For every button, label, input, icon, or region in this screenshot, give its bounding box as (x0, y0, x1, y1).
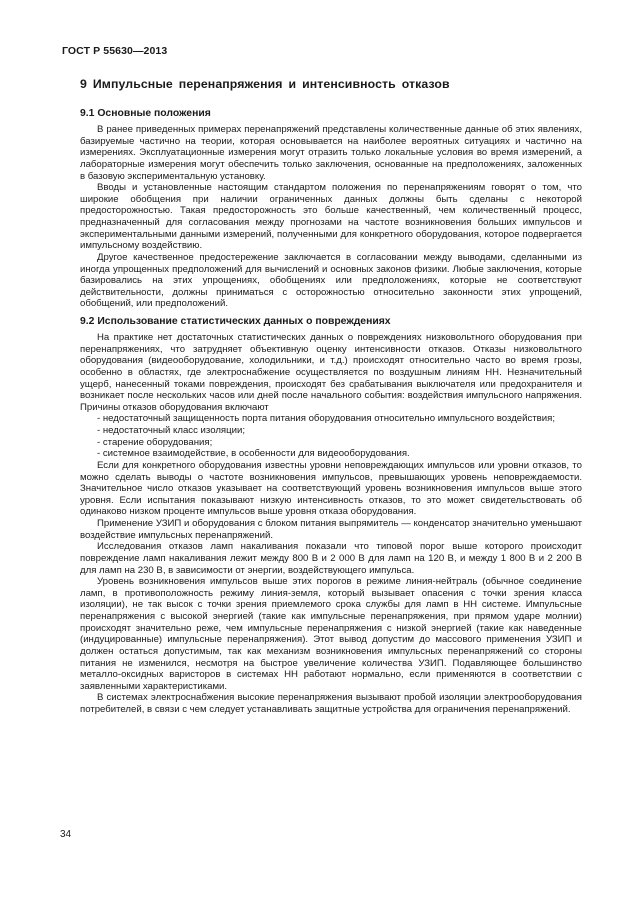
paragraph: В ранее приведенных примерах перенапряжений представлены количественные данные об этих явлениях, базируемые частично на теории, которая основывается на наиболее вероятных ситуациях и частично на измерениях. Эксплуатационные измерения могут отразить только локальные условия во время измерений, а лабораторные измерения могут обеспечить только заключения, основанные на предположениях, заложенных в базовую экспериментальную установку. (80, 124, 582, 182)
subsection-title-9-1: 9.1 Основные положения (80, 108, 211, 119)
paragraph: Применение УЗИП и оборудования с блоком питания выпрямитель — конденсатор значительно уменьшают воздействие импульсных перенапряжений. (80, 518, 582, 541)
paragraph: Если для конкретного оборудования известны уровни неповреждающих импульсов или уровни отказов, то можно сделать выводы о частоте возникновения импульсов, превышающих уровень неповреждаемости. Значительное число отказов указывает на соответствующий уровень возникновения импульсов выше этого уровня. Если испытания показывают низкую интенсивность отказов, то это может свидетельствовать об одинаково низком проценте импульсов выше уровня отказа оборудования. (80, 459, 582, 518)
section-title: 9 Импульсные перенапряжения и интенсивность отказов (80, 77, 450, 91)
list-item: - старение оборудования; (97, 436, 213, 448)
paragraph: На практике нет достаточных статистических данных о повреждениях низковольтного оборудования при перенапряжениях, что затрудняет объективную оценку интенсивности отказов. Отказы низковольтного оборудования (видеооборудование, холодильники, и т.д.) происходят относительно часто во время грозы, особенно в областях, где электроснабжение осуществляется по воздушным линиям НН. Незначительный ущерб, нанесенный токами повреждения, происходят без срабатывания выключателя или предохранителя и возникает после нескольких часов или дней после начального события: воздействия импульсного напряжения. Причины отказов оборудования включают (80, 332, 582, 413)
list-item: - недостаточный защищенность порта питания оборудования относительно импульсного воздействия; (97, 413, 555, 425)
page-number: 34 (60, 829, 72, 840)
list-item: - системное взаимодействие, в особенности для видеооборудования. (97, 448, 410, 460)
main-content (80, 77, 582, 716)
paragraph: Вводы и установленные настоящим стандартом положения по перенапряжениям говорят о том, что широкие обобщения при наличии ограниченных данных должны быть сделаны с некоторой предосторожностью. Такая предосторожность это больше качественный, чем количественный процесс, предназначенный для согласования между прогнозами на частоте возникновения больших импульсов и экспериментальными данными измерений, полученными для конкретного оборудования, которое подвергается импульсному воздействию. (80, 182, 582, 252)
paragraph: Исследования отказов ламп накаливания показали что типовой порог выше которого происходит повреждение ламп накаливания лежит между 800 В и 2 000 В для ламп на 120 В, и между 1 800 В и 2 200 В для ламп на 230 В, в зависимости от энергии, воздействующего импульса. (80, 541, 582, 576)
document-header: ГОСТ Р 55630—2013 (62, 45, 168, 57)
list-item: - недостаточный класс изоляции; (97, 425, 245, 436)
paragraph: Другое качественное предостережение заключается в согласовании между выводами, сделанными из иногда упрощенных предположений для вычислений и основных законов физики. Любые заключения, которые базировались на этих упрощениях, обобщениях или предположениях, которые не соответствуют действительности, должны приниматься с осторожностью относительно законности этих упрощений, обобщений, или предположений. (80, 251, 582, 310)
subsection-title-9-2: 9.2 Использование статистических данных о повреждениях (80, 316, 391, 327)
paragraph: В системах электроснабжения высокие перенапряжения вызывают пробой изоляции электрооборудования потребителей, в связи с чем следует устанавливать защитные устройства для ограничения перенапряжений. (80, 692, 582, 715)
paragraph: Уровень возникновения импульсов выше этих порогов в режиме линия-нейтраль (обычное соединение ламп, в противоположность режиму линия-земля, который вызывает опасения с точки зрения класса изоляции), не так высок с точки зрения приемлемого срока службы для ламп в НН системе. Импульсные перенапряжения с высокой энергией (такие как импульсные перенапряжения, при прямом ударе молнии) происходят значительно реже, чем импульсные перенапряжения с низкой энергией (такие как наведенные (индуцированные) импульсные перенапряжения). Этот вывод допустим до массового применения УЗИП и должен остаться допустимым, так как механизм возникновения импульсных перенапряжений со стороны питания не изменился, несмотря на быстрое увеличение количества УЗИП. Подавляющее большинство металло-оксидных варисторов в системах НН работают нормально, если применяются в соответствии с заявленными характеристиками. (80, 576, 582, 692)
